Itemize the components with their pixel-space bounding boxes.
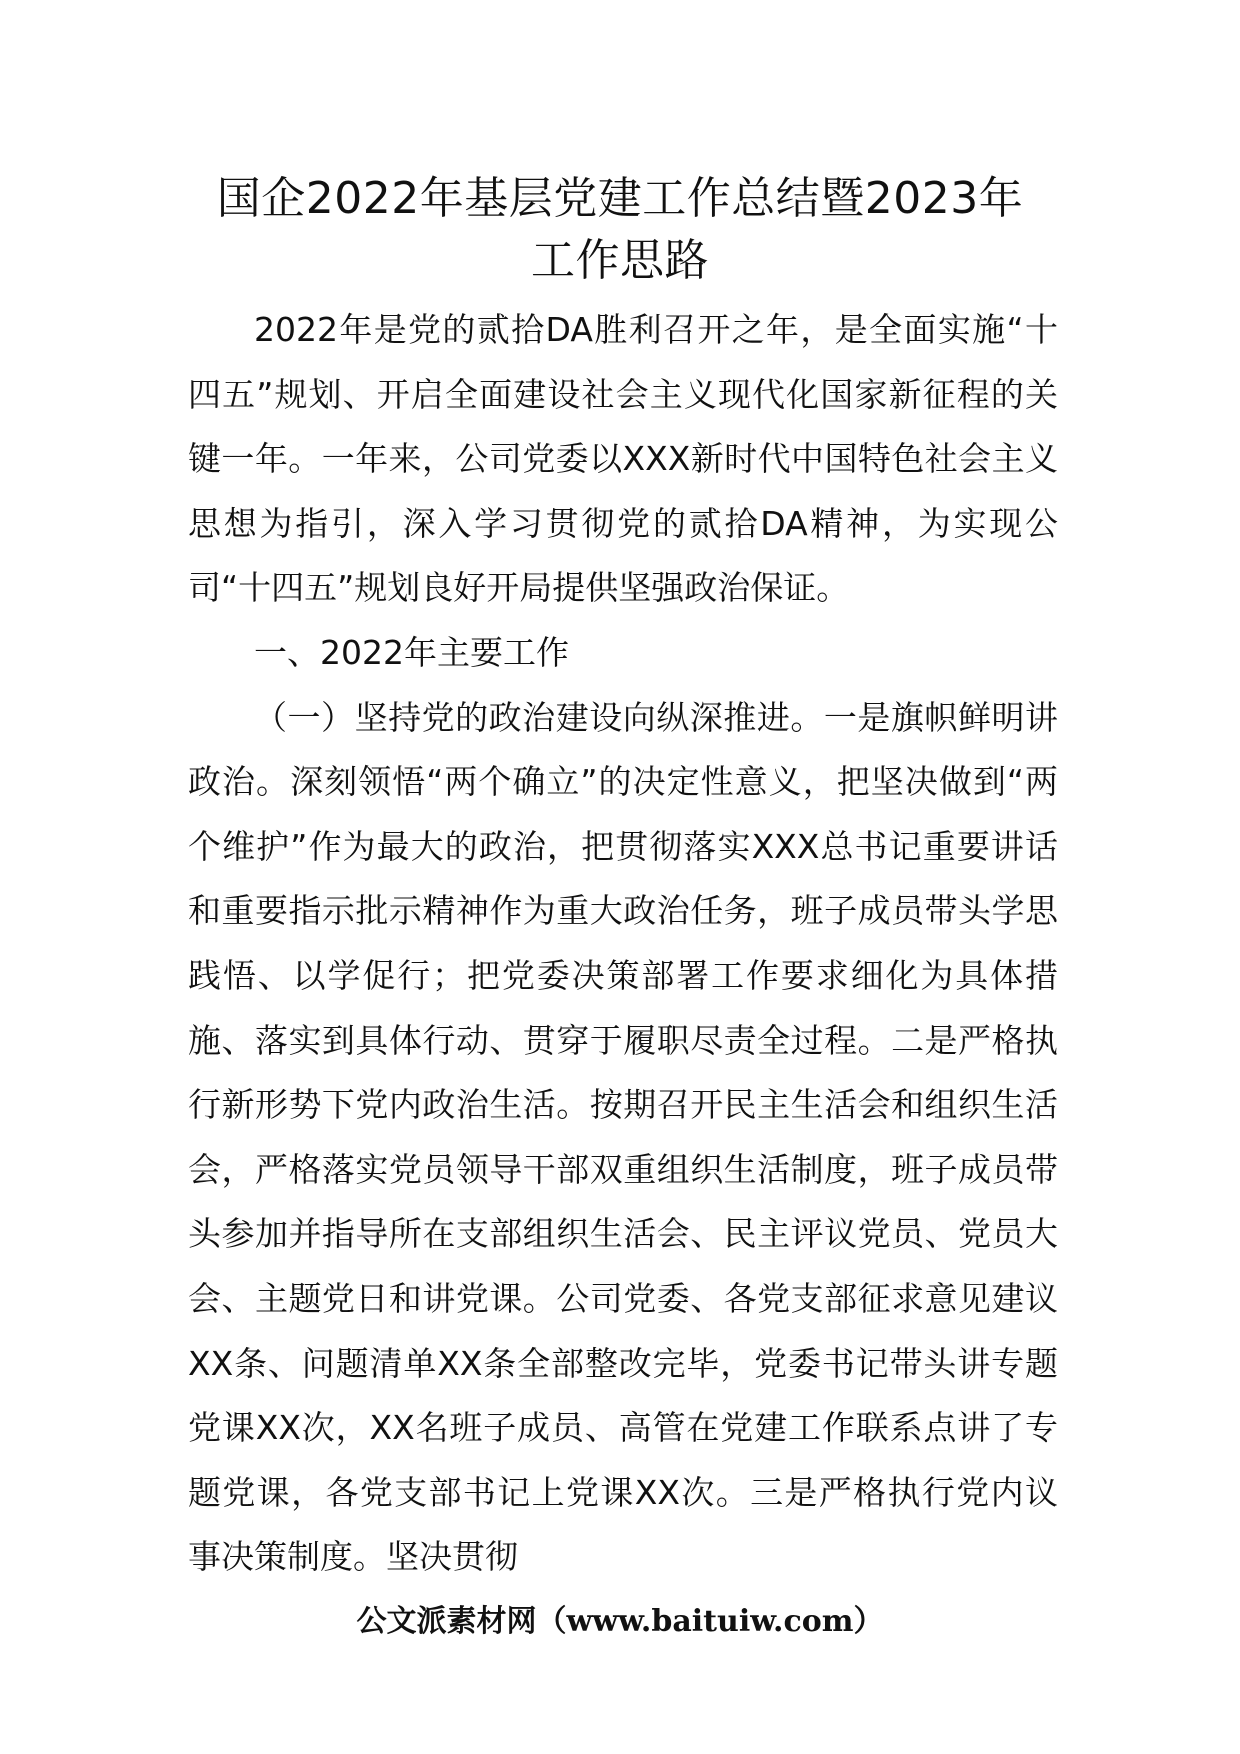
intro-paragraph: 2022年是党的贰拾DA胜利召开之年，是全面实施“十四五”规划、开启全面建设社会主义现代化国家新征程的关键一年。一年来，公司党委以XXX新时代中国特色社会主义思想为指引，深入学习贯彻党的贰拾DA精神，为实现公司“十四五”规划良好开局提供坚强政治保证。 [188, 310, 1058, 608]
section-paragraph: （一）坚持党的政治建设向纵深推进。一是旗帜鲜明讲政治。深刻领悟“两个确立”的决定性意义，把坚决做到“两个维护”作为最大的政治，把贯彻落实XXX总书记重要讲话和重要指示批示精神作为重大政治任务，班子成员带头学思践悟、以学促行；把党委决策部署工作要求细化为具体措施、落实到具体行动、贯穿于履职尽责全过程。二是严格执行新形势下党内政治生活。按期召开民主生活会和组织生活会，严格落实党员领导干部双重组织生活制度，班子成员带头参加并指导所在支部组织生活会、民主评议党员、党员大会、主题党日和讲党课。公司党委、各党支部征求意见建议XX条、问题清单XX条全部整改完毕，党委书记带头讲专题党课XX次，XX名班子成员、高管在党建工作联系点讲了专题党课，各党支部书记上党课XX次。三是严格执行党内议事决策制度。坚决贯彻 [188, 697, 1058, 1577]
title-line-1: 国企2022年基层党建工作总结暨2023年 [216, 173, 1024, 224]
document-body [188, 298, 1058, 1590]
section-heading: 一、2022年主要工作 [254, 632, 569, 672]
title-line-2: 工作思路 [531, 235, 709, 286]
document-title [150, 168, 1090, 292]
footer-watermark: 公文派素材网（www.baituiw.com） [356, 1604, 884, 1639]
